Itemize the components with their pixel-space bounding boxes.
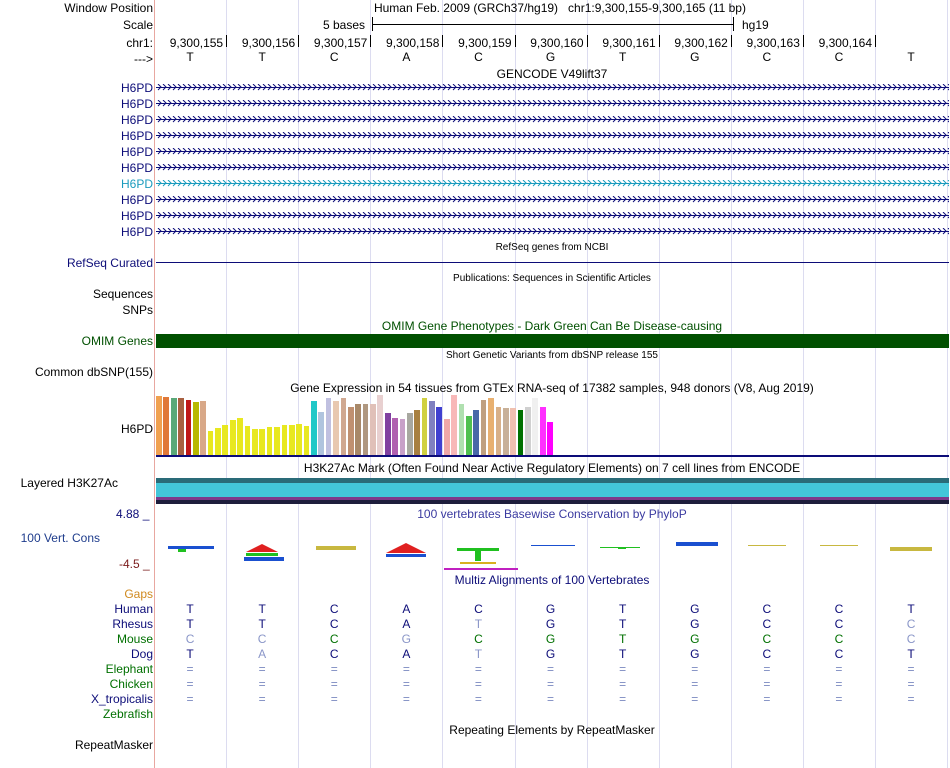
species-label[interactable]: Mouse [116, 632, 153, 646]
aligned-base: = [547, 677, 555, 691]
aligned-base: G [545, 632, 556, 646]
logo-pos-1 [168, 546, 214, 552]
aligned-base: = [907, 692, 915, 706]
aligned-base: C [329, 632, 339, 646]
gencode-transcript-label[interactable]: H6PD [120, 161, 153, 175]
aligned-base: G [401, 632, 412, 646]
aligned-base: = [258, 692, 266, 706]
logo-5-yellow [460, 562, 496, 564]
aligned-base: A [402, 617, 411, 631]
logo-7-green-b [618, 547, 626, 549]
gencode-transcript-label[interactable]: H6PD [120, 97, 153, 111]
ruler-position-label: 9,300,162 [674, 36, 728, 50]
ruler-position-label: 9,300,163 [746, 36, 800, 50]
aligned-base: C [906, 632, 916, 646]
ruler-base: G [690, 50, 700, 64]
gtex-track-title: Gene Expression in 54 tissues from GTEx RNA-seq of 17382 samples, 948 donors (V8, Aug 2019) [290, 381, 814, 395]
aligned-base: C [762, 632, 772, 646]
dbsnp-track-label[interactable]: Common dbSNP(155) [34, 365, 153, 379]
logo-2-blue [244, 557, 284, 561]
aligned-base: = [835, 692, 843, 706]
aligned-base: C [185, 632, 195, 646]
aligned-base: A [402, 602, 411, 616]
repeatmasker-track-title: Repeating Elements by RepeatMasker [449, 723, 655, 737]
aligned-base: = [402, 662, 410, 676]
ruler-position-label: 9,300,157 [313, 36, 368, 50]
aligned-base: = [330, 692, 338, 706]
refseq-track-label[interactable]: RefSeq Curated [66, 256, 153, 270]
aligned-base: A [402, 647, 411, 661]
aligned-base: C [474, 602, 483, 616]
gencode-transcript-label[interactable]: H6PD [120, 177, 153, 191]
aligned-base: = [186, 692, 194, 706]
aligned-base: T [618, 602, 627, 616]
species-label[interactable]: Rhesus [112, 617, 153, 631]
logo-pos-5 [444, 548, 518, 570]
aligned-base: = [474, 677, 482, 691]
aligned-base: = [547, 662, 555, 676]
logo-pos-2 [244, 544, 284, 561]
gencode-track-title: GENCODE V49lift37 [496, 67, 608, 81]
gencode-transcript-label[interactable]: H6PD [120, 81, 153, 95]
aligned-base: T [258, 602, 266, 616]
refseq-track-title: RefSeq genes from NCBI [495, 242, 609, 253]
logo-5-t-stem [475, 551, 481, 561]
aligned-base: G [690, 602, 700, 616]
gencode-transcript-label[interactable]: H6PD [120, 145, 153, 159]
conservation-max-label: 4.88 _ [116, 507, 150, 521]
ruler-base: T [618, 50, 627, 64]
logo-pos-3 [316, 546, 356, 550]
ruler-base: C [329, 50, 339, 64]
aligned-base: T [474, 617, 483, 631]
scale-text: 5 bases [323, 18, 366, 32]
scale-label: Scale [122, 18, 153, 32]
aligned-base: T [186, 617, 194, 631]
aligned-base: C [474, 632, 483, 646]
aligned-base: T [186, 602, 194, 616]
ruler-position-label: 9,300,158 [386, 36, 440, 50]
ruler-base: T [258, 50, 266, 64]
aligned-base: T [907, 647, 915, 661]
aligned-base: = [763, 662, 771, 676]
aligned-base: T [618, 617, 627, 631]
aligned-base: = [691, 692, 699, 706]
multiz-gaps-label: Gaps [124, 587, 153, 601]
aligned-base: C [834, 602, 844, 616]
aligned-base: G [545, 617, 556, 631]
aligned-base: T [618, 647, 627, 661]
species-label[interactable]: Human [114, 602, 153, 616]
chrom-label: chr1: [126, 36, 153, 50]
aligned-base: C [329, 647, 339, 661]
logo-5-t-top [457, 548, 499, 551]
ruler-base: C [474, 50, 483, 64]
logo-1-blue [168, 546, 214, 549]
logo-2-green [246, 553, 278, 556]
aligned-base: = [619, 692, 627, 706]
logo-1-green [178, 549, 186, 552]
aligned-base: C [762, 647, 772, 661]
aligned-base: = [835, 662, 843, 676]
aligned-base: = [330, 677, 338, 691]
logo-5-magenta [444, 568, 518, 570]
aligned-base: = [763, 692, 771, 706]
h3k27ac-track-title: H3K27Ac Mark (Often Found Near Active Regulatory Elements) on 7 cell lines from ENCODE [303, 461, 801, 475]
logo-4-red-a [386, 543, 426, 553]
gencode-transcript-label[interactable]: H6PD [120, 113, 153, 127]
aligned-base: = [763, 677, 771, 691]
aligned-base: G [690, 617, 700, 631]
ruler-position-label: 9,300,159 [458, 36, 512, 50]
aligned-base: C [329, 602, 339, 616]
logo-3-yellow [316, 546, 356, 550]
ruler-base: G [545, 50, 556, 64]
aligned-base: G [690, 632, 700, 646]
gencode-transcript-label[interactable]: H6PD [120, 209, 153, 223]
aligned-base: = [258, 662, 266, 676]
logo-pos-4 [386, 543, 426, 557]
aligned-base: G [690, 647, 700, 661]
aligned-base: = [474, 692, 482, 706]
position-readout: chr1:9,300,155-9,300,165 (11 bp) [568, 1, 746, 15]
aligned-base: = [402, 692, 410, 706]
publications-track-title: Publications: Sequences in Scientific Articles [453, 273, 651, 284]
aligned-base: = [547, 692, 555, 706]
logo-10-yellow [820, 545, 858, 546]
aligned-base: = [907, 677, 915, 691]
aligned-base: = [186, 662, 194, 676]
aligned-base: T [186, 647, 194, 661]
aligned-base: C [834, 617, 844, 631]
aligned-base: = [691, 677, 699, 691]
species-label[interactable]: X_tropicalis [90, 692, 153, 706]
species-label[interactable]: Chicken [109, 677, 153, 691]
ruler-base: T [186, 50, 194, 64]
aligned-base: C [762, 602, 772, 616]
logo-6-blue [531, 545, 575, 546]
aligned-base: T [907, 602, 915, 616]
aligned-base: T [618, 632, 627, 646]
multiz-track-title: Multiz Alignments of 100 Vertebrates [454, 573, 650, 587]
logo-8-blue [676, 542, 718, 546]
aligned-base: = [186, 677, 194, 691]
db-text: hg19 [742, 18, 769, 32]
ruler-position-label: 9,300,164 [818, 36, 872, 50]
ruler-position-label: 9,300,161 [602, 36, 656, 50]
aligned-base: C [834, 647, 844, 661]
aligned-base: = [330, 662, 338, 676]
aligned-base: G [545, 647, 556, 661]
aligned-base: = [691, 662, 699, 676]
aligned-base: = [835, 677, 843, 691]
ruler-base: T [907, 50, 915, 64]
omim-track-label[interactable]: OMIM Genes [81, 334, 153, 348]
omim-track-title: OMIM Gene Phenotypes - Dark Green Can Be Disease-causing [381, 319, 723, 333]
gencode-transcript-label[interactable]: H6PD [120, 129, 153, 143]
logo-9-yellow [748, 545, 786, 546]
logo-4-blue [386, 554, 426, 557]
logo-11-yellow [890, 547, 932, 551]
snps-track-label[interactable]: SNPs [122, 303, 153, 317]
sequences-track-label[interactable]: Sequences [92, 287, 153, 301]
ruler-base: A [402, 50, 411, 64]
aligned-base: C [906, 617, 916, 631]
ruler-position-label: 9,300,155 [169, 36, 224, 50]
aligned-base: T [474, 647, 483, 661]
aligned-base: C [834, 632, 844, 646]
conservation-track-label[interactable]: 100 Vert. Cons [20, 531, 100, 545]
aligned-base: = [907, 662, 915, 676]
aligned-base: = [619, 662, 627, 676]
assembly-title: Human Feb. 2009 (GRCh37/hg19) [373, 1, 559, 15]
conservation-track-title: 100 vertebrates Basewise Conservation by PhyloP [417, 507, 687, 521]
ruler-position-label: 9,300,156 [241, 36, 296, 50]
aligned-base: C [762, 617, 772, 631]
aligned-base: G [545, 602, 556, 616]
aligned-base: = [474, 662, 482, 676]
species-label[interactable]: Zebrafish [102, 707, 153, 721]
gtex-track-label[interactable]: H6PD [120, 422, 153, 436]
dbsnp-track-title: Short Genetic Variants from dbSNP release 155 [446, 350, 658, 361]
gencode-transcript-label[interactable]: H6PD [120, 225, 153, 239]
aligned-base: T [258, 617, 266, 631]
aligned-base: A [258, 647, 267, 661]
gencode-transcript-label[interactable]: H6PD [120, 193, 153, 207]
aligned-base: = [619, 677, 627, 691]
aligned-base: = [258, 677, 266, 691]
repeatmasker-track-label[interactable]: RepeatMasker [74, 738, 153, 752]
species-label[interactable]: Elephant [105, 662, 153, 676]
window-position-label: Window Position [64, 1, 153, 15]
aligned-base: C [329, 617, 339, 631]
ruler-base: C [834, 50, 844, 64]
ruler-position-label: 9,300,160 [530, 36, 584, 50]
strand-label: ---> [134, 52, 153, 66]
aligned-base: = [402, 677, 410, 691]
logo-2-red-a [246, 544, 278, 552]
ruler-base: C [762, 50, 772, 64]
aligned-base: C [257, 632, 267, 646]
species-label[interactable]: Dog [130, 647, 153, 661]
h3k27ac-track-label[interactable]: Layered H3K27Ac [20, 476, 118, 490]
conservation-min-label: -4.5 _ [119, 557, 150, 571]
